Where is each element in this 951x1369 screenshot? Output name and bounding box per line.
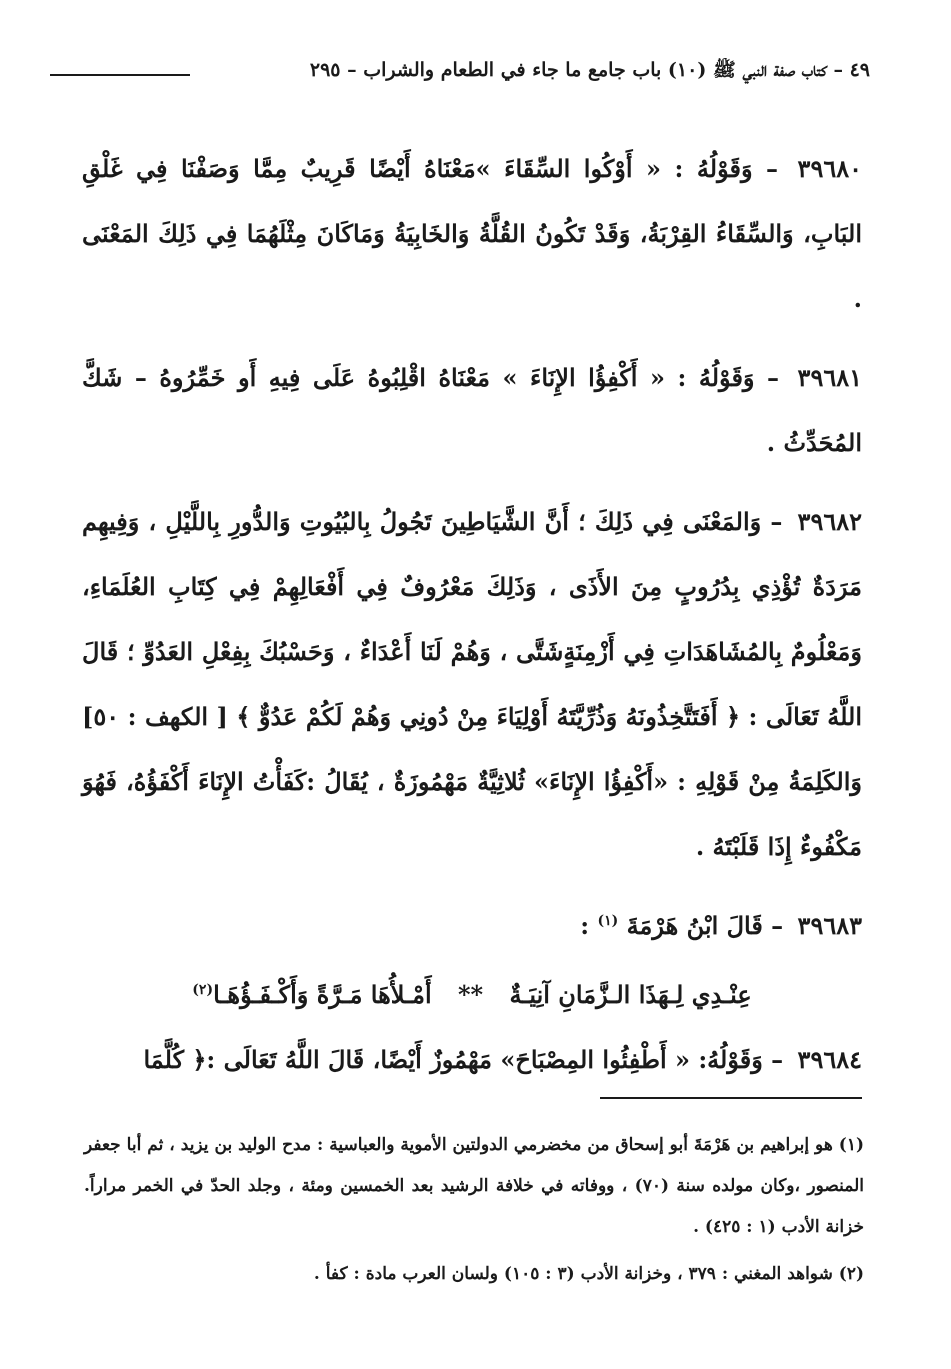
- paragraph-39680: [82, 136, 862, 331]
- paragraph-tail: :: [580, 911, 590, 940]
- paragraph-text: – وَالمَعْنَى فِي ذَلِكَ ؛ أَنَّ الشَّيَاطِينَ تَجُولُ بِالبُيُوتِ وَالدُّورِ بِاللَّيْلِ ، وَفِيهِم مَرَدَةٌ تُؤْذِي بِدُرُوبٍ مِنَ الأَذَى ، وَذَلِكَ مَعْرُوفٌ فِي أَفْعَالِهِمْ فِي كِتَابِ العُلَمَاءِ، وَمَعْلُومٌ بِالمُشَاهَدَاتِ فِي أَزْمِنَةٍشَتَّى ، وَهُمْ لَنَا أَعْدَاءٌ ، وَحَسْبُكَ بِفِعْلِ العَدُوِّ ؛ قَالَ اللَّهُ تَعَالَى : ﴿ أَفَتَتَّخِذُونَهُ وَذُرِّيَّتَهُ أَوْلِيَاءَ مِنْ دُونِي وَهُمْ لَكُمْ عَدُوٌّ ﴾ [ الكهف : ٥٠] وَالكَلِمَةُ مِنْ قَوْلِهِ : «أَكْفِؤُا الإِنَاءَ» ثُلاثِيَّةٌ مَهْمُوزَةٌ ، يُقَالُ :كَفَأْتُ الإِنَاءَ أَكْفَؤُهُ، فَهُوَ مَكْفُوءٌ إِذَا قَلَبْتَهُ .: [82, 507, 862, 861]
- poem-hemistich-right: عِنْـدِي لِـهَذَا الـزَّمَانِ آنِيَـةٌ: [509, 980, 752, 1009]
- paragraph-39681: [82, 345, 862, 475]
- footnote-marker-1[interactable]: (١): [597, 913, 619, 929]
- poem-hemistich-left: أَمْـلأُهَا مَـرَّةً وَأَكْـفَـؤُهَـا: [213, 980, 432, 1009]
- paragraph-number: ٣٩٦٨٢: [797, 507, 862, 536]
- poem-verse: [82, 962, 862, 1027]
- paragraph-text: – وَقَوْلُهُ: « أَطْفِئُوا المِصْبَاحَ» مَهْمُوزٌ أَيْضًا، قَالَ اللَّهُ تَعَالَى :﴿ كُلَّمَا: [143, 1045, 784, 1074]
- footnotes: [84, 1125, 864, 1301]
- paragraph-39682: [82, 489, 862, 879]
- footnote-1: (١) هو إبراهيم بن هَرْمَةَ أبو إسحاق من مخضرمي الدولتين الأموية والعباسية : مدح الوليد بن يزيد ، ثم أبا جعفر المنصور ،وكان مولده سنة (٧٠) ، ووفاته في خلافة الرشيد بعد الخمسين ومئة ، وجلد الحدّ في الخمر مراراً. خزانة الأدب (١ : ٤٢٥) .: [84, 1135, 864, 1237]
- paragraph-number: ٣٩٦٨١: [797, 363, 862, 392]
- paragraph-39683: [82, 893, 862, 958]
- footnote-separator: [600, 1097, 862, 1099]
- footnote-2: (٢) شواهد المغني : ٣٧٩ ، وخزانة الأدب (٣ : ١٠٥) ولسان العرب مادة : كفأ .: [313, 1264, 864, 1284]
- main-text: [82, 136, 862, 1092]
- poem-separator: **: [457, 980, 484, 1009]
- paragraph-text: – وَقَوْلُهُ : « أَكْفِؤُا الإِنَاءَ » مَعْنَاهُ اقْلِبُوهُ عَلَى فِيهِ أَو خَمِّرُوهُ – شَكَّ المُحَدِّثُ .: [82, 363, 862, 457]
- paragraph-number: ٣٩٦٨٤: [797, 1045, 862, 1074]
- paragraph-text: – وَقَوْلُهُ : « أَوْكُوا السِّقَاءَ »مَعْنَاهُ أَيْضًا قَرِيبٌ مِمَّا وَصَفْنَا فِي غَلْقِ البَابِ، وَالسِّقَاءُ القِرْبَةُ، وَقَدْ تَكُونُ القُلَّةُ وَالخَابِيَةُ وَمَاكَانَ مِثْلَهُمَا فِي ذَلِكَ المَعْنَى .: [82, 154, 862, 313]
- running-title: ٤٩ – كتاب صفة النبي ﷺ (١٠) باب جامع ما جاء في الطعام والشراب – ٢٩٥: [309, 59, 870, 81]
- paragraph-text: – قَالَ ابْنُ هَرْمَةَ: [626, 911, 784, 940]
- paragraph-number: ٣٩٦٨٣: [797, 911, 862, 940]
- paragraph-number: ٣٩٦٨٠: [797, 154, 862, 183]
- footnote-marker-2[interactable]: (٢): [192, 982, 214, 998]
- paragraph-39684: [82, 1027, 862, 1092]
- header-rule: [50, 74, 190, 76]
- running-header: [40, 52, 870, 92]
